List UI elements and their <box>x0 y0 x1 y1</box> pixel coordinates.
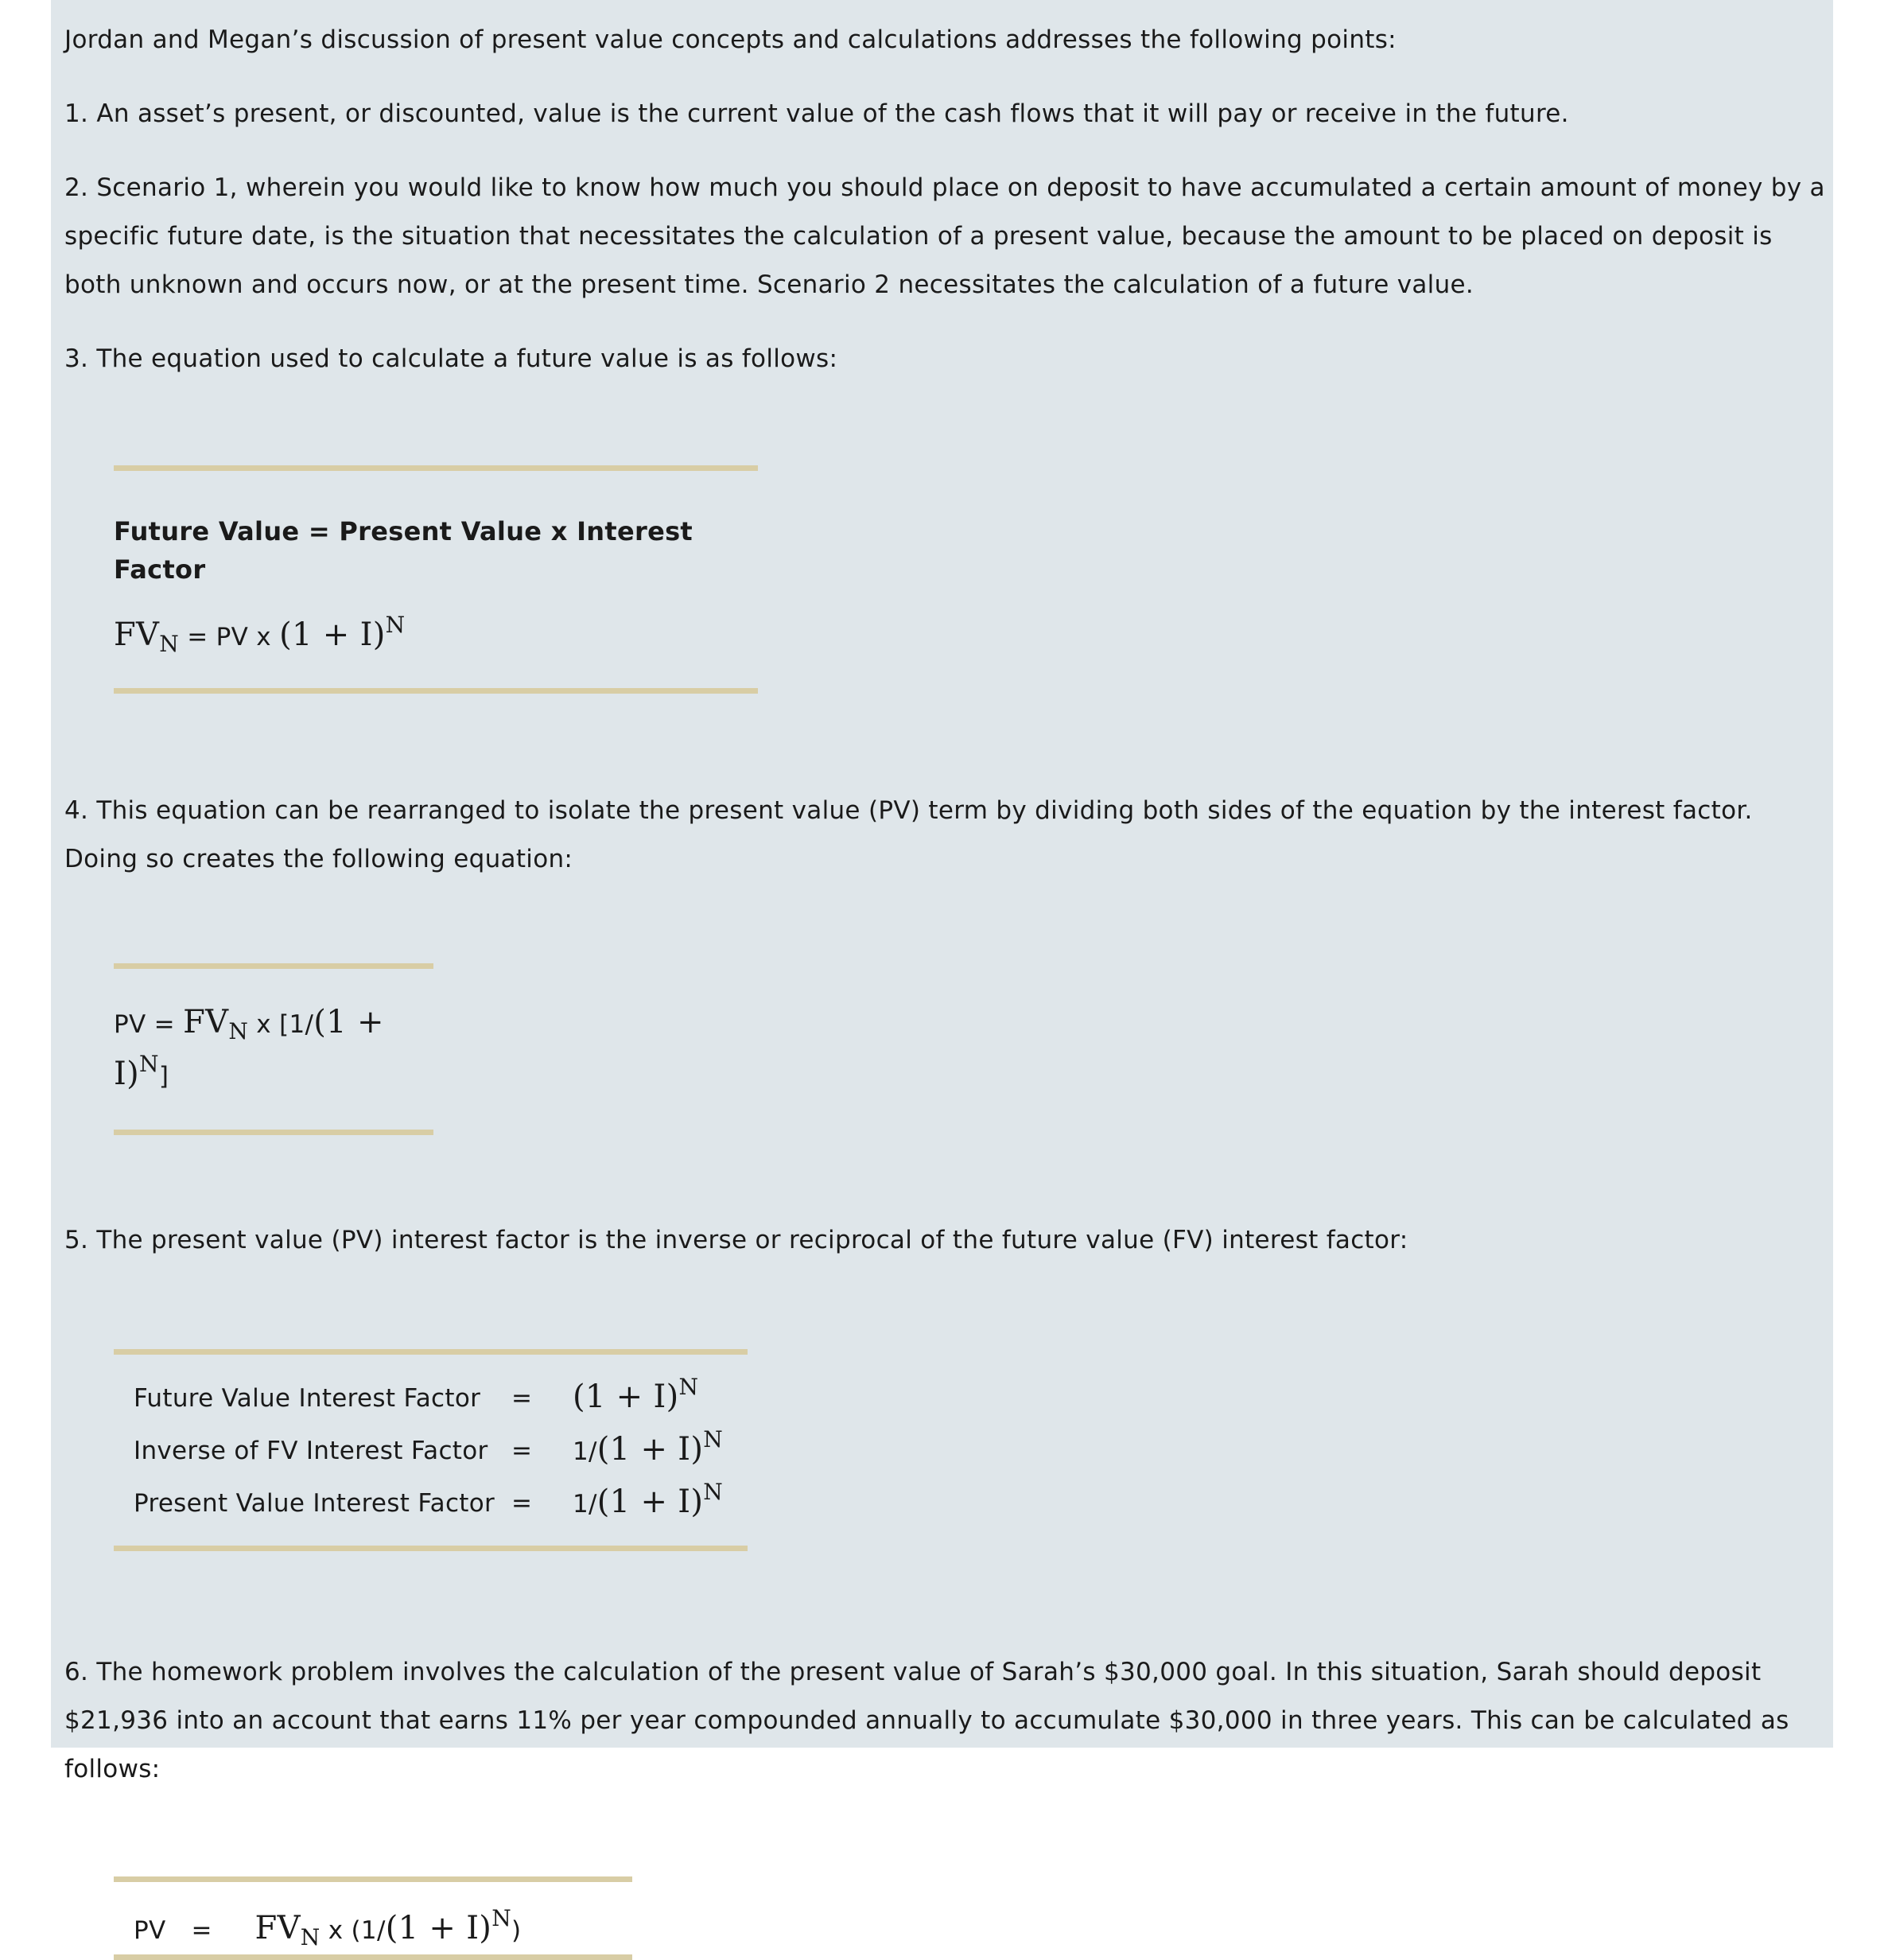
point-2: 2. Scenario 1, wherein you would like to know how much you should place on deposit to have accumulated a certain amount of money by a specific future date, is the situation that necessitates the calculation of a present value, because the amount to be placed on deposit is both unknown and occurs now, or at the present time. Scenario 2 necessitates the calculation of a future value. <box>64 173 1825 299</box>
fv-symbol: $FV_N$ <box>114 616 180 657</box>
row-value: $1/(1 + I)^N$ <box>573 1479 724 1520</box>
point-1: 1. An asset’s present, or discounted, value is the current value of the cash flows that it will pay or receive in the future. <box>64 99 1569 128</box>
point-6: 6. The homework problem involves the calculation of the present value of Sarah’s $30,000 goal. In this situation, Sarah should deposit $21,936 into an account that earns 11% per year compounded annually to accumulate $30,000 in three years. This can be calculated as follows: <box>64 1658 1789 1783</box>
equals-sign: = <box>511 1488 533 1518</box>
times-paren: x (1/ <box>320 1916 386 1945</box>
pv-label: PV <box>134 1916 166 1945</box>
pv-equals: PV = <box>114 1010 184 1039</box>
interest-factor-table <box>134 1372 723 1530</box>
sarah-calculation-equation <box>134 1904 632 1954</box>
equals-sign: = <box>191 1916 212 1945</box>
table-row <box>134 1477 723 1530</box>
row-value: $(1 + I)^N$ <box>573 1374 699 1415</box>
future-value-equation-box <box>114 465 758 694</box>
row-label: Future Value Interest Factor <box>134 1383 481 1413</box>
close-paren: ) <box>511 1916 522 1945</box>
equals-pv-times: = PV x <box>179 623 280 651</box>
discussion-text <box>64 16 1826 1960</box>
future-value-equation <box>114 611 758 661</box>
present-value-equation-box <box>114 963 433 1135</box>
row-value: $1/(1 + I)^N$ <box>573 1426 724 1468</box>
times-bracket: x [1/ <box>248 1010 314 1039</box>
fv-symbol: $FV_N$ <box>183 1004 249 1044</box>
point-5: 5. The present value (PV) interest factor is the inverse or reciprocal of the future value (FV) interest factor: <box>64 1226 1408 1254</box>
row-label: Inverse of FV Interest Factor <box>134 1436 488 1465</box>
interest-factor-table-box <box>114 1349 748 1551</box>
interest-factor: $(1 + I)^N$ <box>114 1004 384 1092</box>
intro-paragraph: Jordan and Megan’s discussion of present value concepts and calculations addresses the following points: <box>64 25 1397 54</box>
point-4: 4. This equation can be rearranged to isolate the present value (PV) term by dividing both sides of the equation by the interest factor. Doing so creates the following equation: <box>64 796 1753 873</box>
interest-factor: $(1 + I)^N$ <box>279 612 406 653</box>
close-bracket: ] <box>158 1062 169 1091</box>
point-3: 3. The equation used to calculate a future value is as follows: <box>64 344 838 373</box>
sarah-calculation-box <box>114 1876 632 1960</box>
equals-sign: = <box>511 1383 533 1413</box>
table-row <box>134 1425 723 1477</box>
future-value-formula-title: Future Value = Present Value x Interest Factor <box>114 516 693 585</box>
interest-factor: $(1 + I)^N$ <box>385 1905 512 1946</box>
content-panel <box>51 0 1833 1950</box>
equals-sign: = <box>511 1436 533 1465</box>
present-value-equation <box>114 998 433 1101</box>
row-label: Present Value Interest Factor <box>134 1488 495 1518</box>
table-row <box>134 1372 723 1425</box>
fv-symbol: $FV_N$ <box>254 1910 320 1950</box>
